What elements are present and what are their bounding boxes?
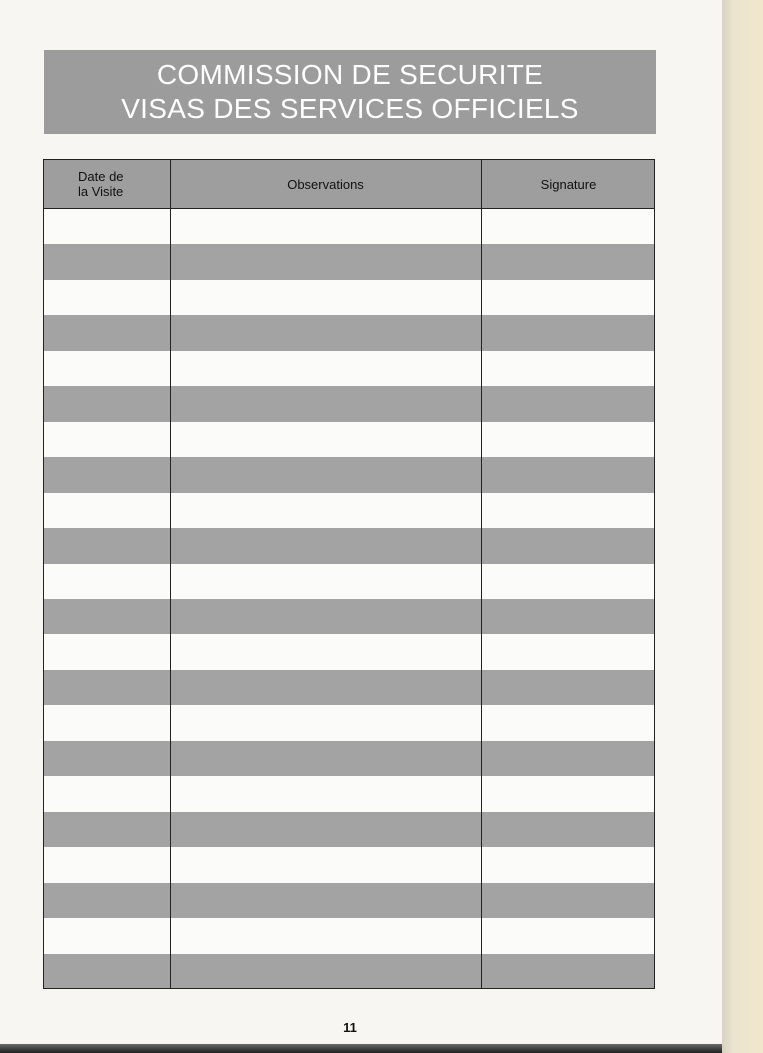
table-row (44, 599, 654, 634)
table-row (44, 954, 654, 989)
table-row (44, 528, 654, 563)
bottom-shadow (0, 1044, 722, 1053)
page-edge (722, 0, 763, 1053)
table-row (44, 457, 654, 492)
table-row (44, 386, 654, 421)
title-line-1: COMMISSION DE SECURITE (156, 59, 544, 90)
table-body (44, 209, 654, 989)
table-row (44, 741, 654, 776)
table-row (44, 209, 654, 244)
table-row (44, 776, 654, 811)
header-observations: Observations (287, 176, 364, 192)
table-row (44, 564, 654, 599)
table-row (44, 634, 654, 669)
table-row (44, 883, 654, 918)
column-divider-2 (481, 160, 482, 988)
header-signature: Signature (540, 176, 597, 192)
page-number: 11 (343, 1020, 357, 1035)
column-divider-1 (170, 160, 171, 988)
table-header-row (44, 160, 654, 209)
table-row (44, 422, 654, 457)
table-row (44, 351, 654, 386)
table-row (44, 705, 654, 740)
title-banner (44, 50, 656, 134)
table-row (44, 280, 654, 315)
table-row (44, 315, 654, 350)
table-row (44, 812, 654, 847)
title-line-2: VISAS DES SERVICES OFFICIELS (121, 93, 579, 124)
visits-table (43, 159, 655, 989)
table-row (44, 244, 654, 279)
table-row (44, 493, 654, 528)
table-row (44, 847, 654, 882)
table-row (44, 918, 654, 953)
table-row (44, 670, 654, 705)
header-date: Date de la Visite (78, 169, 124, 199)
